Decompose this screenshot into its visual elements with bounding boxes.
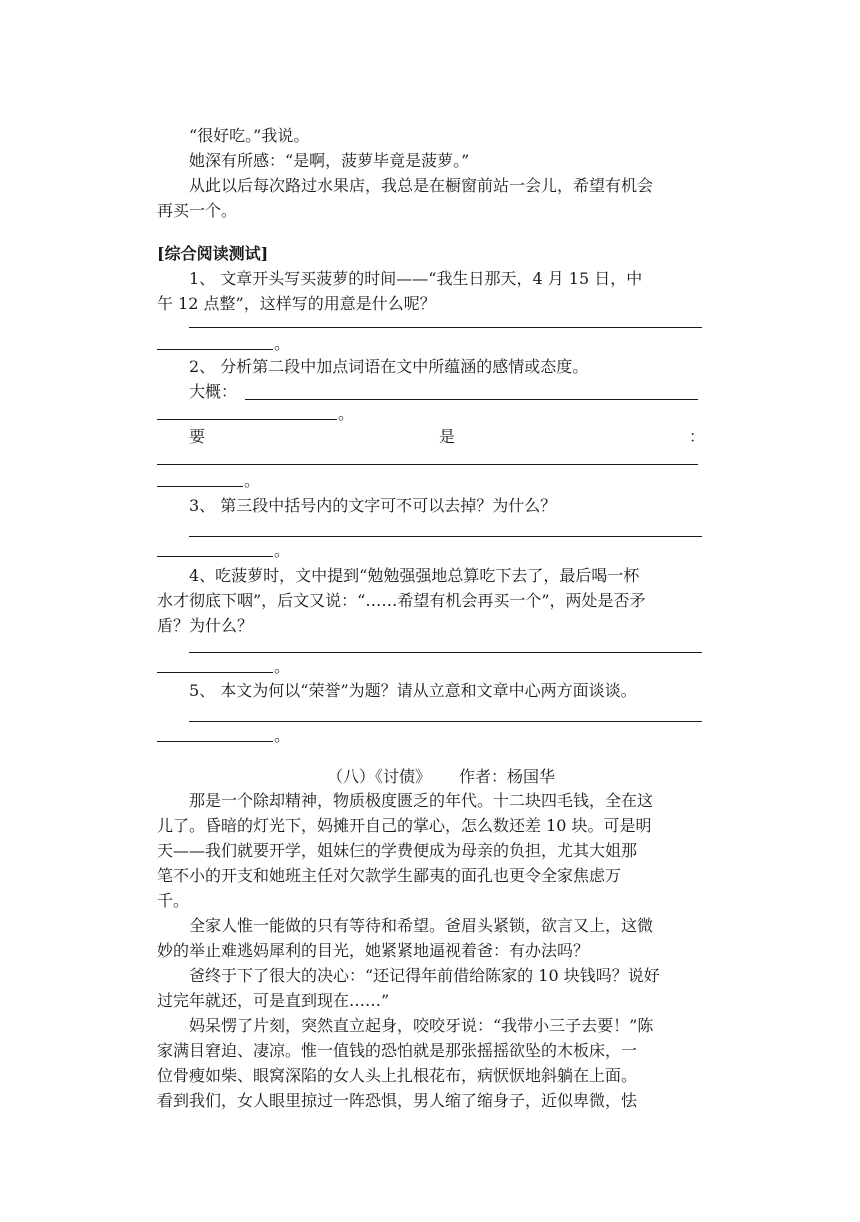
- question-1: 1、 文章开头写买菠萝的时间——“我生日那天，4 月 15 日，中: [189, 269, 643, 288]
- article-line: 看到我们，女人眼里掠过一阵恐惧，男人缩了缩身子，近似卑微，怯: [157, 1091, 638, 1110]
- answer-line: [189, 327, 702, 328]
- q2-b-char: 是: [438, 427, 455, 446]
- question-5: 5、 本文为何以“荣誉”为题？请从立意和文章中心两方面谈谈。: [189, 681, 637, 700]
- article-title: （八）《讨债》: [327, 767, 432, 786]
- q2-label-b: [157, 426, 705, 448]
- answer-line: [157, 741, 273, 742]
- article-line: 天——我们就要开学，姐妹仨的学费便成为母亲的负担，尤其大姐那: [157, 841, 638, 860]
- answer-line: [157, 464, 698, 465]
- period: 。: [274, 334, 291, 353]
- question-4-cont: 水才彻底下咽”，后文又说：“……希望有机会再买一个”，两处是否矛: [157, 591, 646, 610]
- q2-label-a: 大概：: [189, 382, 238, 401]
- article-author: 作者：杨国华: [459, 767, 556, 786]
- answer-line: [157, 349, 273, 350]
- period: 。: [274, 657, 291, 676]
- answer-line: [189, 652, 702, 653]
- question-1-cont: 午 12 点整”，这样写的用意是什么呢？: [157, 294, 436, 313]
- article-line: 儿了。昏暗的灯光下，妈摊开自己的掌心，怎么数还差 10 块。可是明: [157, 816, 652, 835]
- story-line: 她深有所感：“是啊，菠萝毕竟是菠萝。”: [189, 151, 470, 170]
- article-line: 笔不小的开支和她班主任对欠款学生鄙夷的面孔也更令全家焦虑万: [157, 866, 622, 885]
- test-heading: [综合阅读测试]: [157, 244, 269, 263]
- period: 。: [274, 726, 291, 745]
- question-3: 3、 第三段中括号内的文字可不可以去掉？为什么？: [189, 496, 557, 515]
- period: 。: [274, 541, 291, 560]
- article-line: 妈呆愣了片刻，突然直立起身，咬咬牙说：“我带小三子去要！”陈: [189, 1016, 654, 1035]
- answer-line: [157, 672, 273, 673]
- article-line: 妙的举止难逃妈犀利的目光，她紧紧地逼视着爸：有办法吗？: [157, 941, 590, 960]
- question-4: 4、吃菠萝时，文中提到“勉勉强强地总算吃下去了，最后喝一杯: [189, 566, 640, 585]
- article-line: 家满目窘迫、凄凉。惟一值钱的恐怕就是那张摇摇欲坠的木板床，一: [157, 1041, 638, 1060]
- answer-line: [189, 721, 702, 722]
- article-line: 爸终于下了很大的决心：“还记得年前借给陈家的 10 块钱吗？说好: [189, 966, 660, 985]
- q2-b-char: ：: [688, 427, 705, 446]
- period: 。: [338, 404, 355, 423]
- article-line: 千。: [157, 891, 190, 910]
- answer-line: [157, 486, 243, 487]
- article-title-line: [327, 766, 555, 788]
- question-2: 2、 分析第二段中加点词语在文中所蕴涵的感情或态度。: [189, 357, 589, 376]
- period: 。: [244, 471, 261, 490]
- answer-line: [157, 556, 273, 557]
- article-line: 全家人惟一能做的只有等待和希望。爸眉头紧锁，欲言又上，这微: [189, 916, 654, 935]
- article-line: 过完年就还，可是直到现在……”: [157, 991, 390, 1010]
- answer-line: [157, 419, 337, 420]
- answer-line: [245, 399, 698, 400]
- q2-b-char: 要: [189, 427, 206, 446]
- story-line: 再买一个。: [157, 201, 238, 220]
- story-line: 从此以后每次路过水果店，我总是在橱窗前站一会儿，希望有机会: [189, 176, 654, 195]
- story-line: “很好吃。”我说。: [189, 126, 310, 145]
- answer-line: [189, 536, 702, 537]
- question-4-cont: 盾？为什么？: [157, 616, 254, 635]
- article-line: 那是一个除却精神，物质极度匮乏的年代。十二块四毛钱，全在这: [189, 791, 654, 810]
- article-line: 位骨瘦如柴、眼窝深陷的女人头上扎根花布，病恹恹地斜躺在上面。: [157, 1066, 638, 1085]
